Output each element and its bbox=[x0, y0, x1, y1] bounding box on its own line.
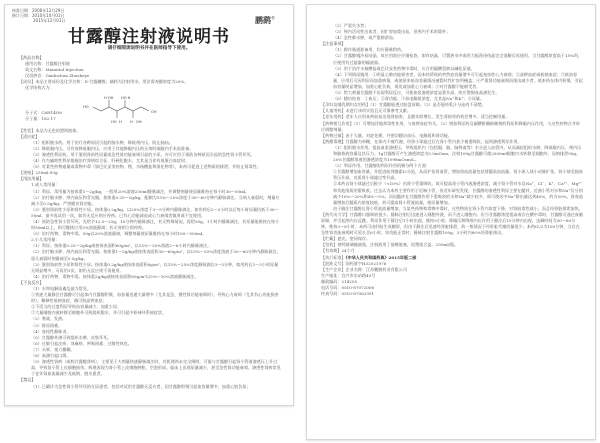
adverse-item: ③大量细胞内液转移至细胞外可致组织脱水，并可引起中枢神经系统症状。 bbox=[31, 310, 167, 316]
adverse-item: （7）头晕、视力模糊。 bbox=[31, 346, 75, 352]
section-indications-heading: 【适应症】 bbox=[19, 133, 40, 139]
pharmacology-intro: 甘露醇为单糖，在体内不被代谢，经肾小球滤过后在肾小管内甚少被重吸收，起到渗透利尿作用。 bbox=[345, 138, 522, 144]
precaution-item: （5）给大剂量甘露醇不出现利尿反应，可使血浆渗透浓度显著升高，故应警惕血高渗发生。 bbox=[333, 90, 500, 96]
adverse-item: ①快速大量静注甘露醇可引起体内甘露醇积聚，血容量迅速大量增多（尤其是急、慢性肾功能衰竭时），导致心力衰竭（尤其有心功能损害时），稀释性低钠血症，偶可致高钾血症； bbox=[31, 292, 279, 304]
svg-text:H: H bbox=[119, 119, 122, 124]
approval-date-label: 核准日期： bbox=[12, 8, 32, 13]
revision-date-label: 修订日期： bbox=[12, 13, 32, 18]
svg-text:HO: HO bbox=[111, 119, 117, 124]
revision-info bbox=[12, 8, 65, 23]
validity-section: 【有效期】24个月 bbox=[321, 248, 355, 254]
section-name-heading: 【药品名称】 bbox=[19, 55, 44, 60]
adverse-item: （3）排尿困难。 bbox=[31, 322, 63, 328]
manufacturer-label: 【生产企业】 bbox=[321, 266, 346, 272]
packaging-section: 【包装】钠钙玻璃输液瓶，注射液用丁基橡胶塞，铝塑组合盖。250ml/瓶。 bbox=[321, 242, 459, 248]
mannitol-structure-diagram bbox=[75, 93, 195, 127]
approval-number: 【批准文号】国药准字H32021976 bbox=[321, 260, 387, 266]
precaution-item: （4）下列情况慎用：①明显心肺功能损害者，因本药所致的突然血容量增多可引起充血性心力衰竭；②高钾血症或低钠血症；③低血容量，应用后可因利尿而加重病情，或使原来低血容量情况被暂时性扩容所掩盖；④严重肾功能衰竭而排出减少者，使本药在体内积聚，引起血容量明显增加，加重心脏负荷，诱发或加重心力衰竭；⑤对甘露醇不能耐受者。 bbox=[333, 71, 583, 89]
usage-item: （5）治疗药物、毒物中毒。50g以20%溶液静滴，调整剂量使尿量维持在每小时100～500ml。 bbox=[31, 231, 207, 237]
svg-text:H: H bbox=[130, 119, 133, 124]
contraindication-item: （3）颅内活动性出血者，因扩容加重出血，但颅内手术时除外； bbox=[333, 29, 451, 35]
adverse-item: （1）水和电解质紊乱最为常见。 bbox=[31, 286, 91, 291]
usage-item: （2）治疗脑水肿、颅内高压和青光眼。按体重0.25～2g/kg，配制为15%～25%浓度于30～60分钟内静脉滴注。当病人衰弱时，剂量应减小至0.5g/kg。严密随访肾功能。 bbox=[31, 194, 280, 206]
standard-label: 【执行标准】 bbox=[321, 254, 346, 260]
pharmacology-item: （2）利尿作用。甘露醇的利尿作用机制分两个方面： bbox=[333, 163, 430, 169]
approval-date: 2006年12月29日 bbox=[32, 8, 65, 13]
adverse-item: ②不适当的过度利尿导致血容量减少，加重少尿； bbox=[31, 304, 122, 310]
elderly-section: 【老年用药】老年人应用本药较易出现肾损害，且随年龄增长，发生肾损害的机会增多。适当控制用量。 bbox=[321, 114, 510, 120]
usage-child-heading: 2.小儿常用量： bbox=[31, 237, 60, 243]
usage-item: （1）利尿。按体重0.25～2g/kg或按体表面积60g/m²，以15%～20%溶液2～6小时内静脉滴注。 bbox=[31, 243, 212, 249]
chemical-structure bbox=[19, 92, 281, 128]
usage-item: （3）鉴别肾前性少尿和肾性少尿。按体重0.2g/kg，以20%浓度于3～5分钟内静脉滴注，如用药后2～3小时以后每小时尿量仍低于30～50ml，最多再试用一次，如仍无反应则应停药。已有心功能减退或心力衰竭者慎用或不宜使用。 bbox=[31, 206, 279, 218]
revision-date-1: 2010年10月01日 bbox=[32, 13, 65, 18]
indication-item: （4）作为辅助性利尿措施治疗肾病综合征、肝硬化腹水，尤其是当伴有低蛋白血症时。 bbox=[31, 158, 190, 164]
specification: 【规格】250ml:50g bbox=[19, 170, 58, 176]
molecular-formula: 分子式：C6H14O6 bbox=[25, 109, 62, 115]
indication-item: （5）对某些药物逾量或毒物中毒（如巴比妥类药物、锂、水杨酸盐和溴化物等），本药可促进上述物质的排泄，并防止肾毒性。 bbox=[31, 164, 261, 170]
manufacturer-name: 企业名称：江苏鹏鹞药业有限公司 bbox=[345, 266, 407, 272]
usage-item: （2）治疗脑水肿、颅内高压和青光眼。按体重1～2g/kg或按体表面积30～60g/m²，以15%～20%浓度溶液于30～60分钟内静脉滴注。患儿衰弱时剂量减至0.5g/kg。 bbox=[31, 249, 281, 261]
precaution-item: （2）甘露醇遇冷易结晶，故应用前应仔细检查，如有结晶，可置热水中或用力振荡待结晶完全溶解后再使用。当甘露醇浓度高于15%时，应使用有过滤器的输液器。 bbox=[333, 53, 583, 65]
right-body bbox=[321, 23, 583, 297]
storage-section: 【贮藏】遮光、密闭保存。 bbox=[321, 236, 371, 242]
svg-text:OH: OH bbox=[136, 119, 142, 124]
left-body bbox=[19, 55, 281, 390]
brand-name: 鹏鹞 bbox=[255, 16, 271, 25]
common-name: 通用名称：甘露醇注射液 bbox=[25, 61, 71, 67]
contraindication-item: （4）急性肺水肿，或严重肺淤血。 bbox=[333, 35, 398, 41]
pinyin-name: 汉语拼音：Ganluchun Zhusheye bbox=[25, 73, 90, 79]
interactions-section: 【药物相互作用】（1）可增加洋地黄毒性作用，与低钾血症有关。（2）增加利尿药及碳酸酐酶抑制剂的利尿和降眼内压作用，与这些药物合并时应调整剂量。 bbox=[321, 120, 581, 132]
adverse-item: （4）血栓性静脉炎。 bbox=[31, 328, 71, 334]
manufacturer-postcode: 邮政编码：214205 bbox=[321, 278, 358, 284]
adverse-item: （6）过敏引起皮疹、荨麻疹、呼吸困难、过敏性休克。 bbox=[31, 340, 132, 346]
pharmacology-item: ②本药自肾小球滤过后极少（<10%）由肾小管重吸收，故可提高肾小管内液渗透浓度，减少肾小管对水及Na⁺、Cl⁻、K⁺、Ca²⁺、Mg²⁺和其他溶质的重吸收。过去认为本药主要作用于近端小管，但近年研究发现，甘露醇的渗透性利尿主要在髓袢，近曲小管对水和Na⁺仅分别减少10%～20%和4%～5%；而因髓袢在甘露醇作用下重吸收的水和Na⁺减少较多，即可使尿中Na⁺排出量达到40%，约为50%，肾血流量增加后髓质内浓度较低，故可提高肾小管液流量，使尿量增加。 bbox=[333, 181, 583, 205]
manufacturer-fax: 传真号码：0510-87062991 bbox=[321, 291, 375, 297]
usage-item: （3）鉴别肾前性少尿和肾性少尿。按体重0.2g/kg或按体表面积6g/m²，以15%～25%浓度静脉滴注3～5分钟，如用药后2～3小时尿量无明显增多，可再用1次，如仍无反应则不再使用。 bbox=[31, 261, 279, 273]
precaution-item: （1）除作肠道准备用，均应静脉给药。 bbox=[333, 47, 406, 53]
manufacturer-phone: 电话号码：0510-87072006 bbox=[321, 285, 375, 291]
section-adverse-heading: 【不良反应】 bbox=[19, 279, 44, 285]
registered-mark-icon: ® bbox=[271, 15, 275, 21]
insert-page-right bbox=[306, 4, 596, 440]
svg-text:HO: HO bbox=[83, 104, 89, 109]
usage-item: （4）预防急性肾小管坏死。先给予12.5～25g，10分钟内静脉滴注，若无特殊情况，再给50g，1小时内静脉滴注，若尿量能维持在每小时50ml以上，则可继续应用5%溶液静滴；若无效则立即停药。 bbox=[31, 218, 280, 231]
adverse-item: （5）甘露醇外渗可致组织水肿、皮肤坏死。 bbox=[31, 334, 112, 340]
molecular-weight: 分子量：182.17 bbox=[25, 115, 56, 121]
document-subtitle: 请仔细阅读说明书并在医师指导下使用。 bbox=[107, 46, 191, 51]
adverse-item: （2）寒战、发热。 bbox=[31, 316, 67, 322]
indication-item: （3）渗透性利尿药。用于鉴别肾前性因素或急性肾功能衰竭引起的少尿。亦可应用于预防各种原因引起的急性肾小管坏死。 bbox=[31, 151, 255, 157]
section-pharmacology-heading: 【药理毒理】 bbox=[321, 138, 346, 144]
usage-item: （4）治疗药物、毒物中毒。按体重2g/kg或按体表面积60g/m²以5%～10%溶液静脉滴注。 bbox=[31, 273, 199, 279]
document-title: 甘露醇注射液说明书 bbox=[68, 27, 230, 47]
properties: 【性状】本品为无色的澄明液体。 bbox=[19, 127, 81, 133]
pharmacology-item: ①甘露醇增加血容量，并促进前列腺素I2分泌，从而扩张肾血管，增加肾血流量包括肾髓质血流量。肾小球入球小动脉扩张，肾小球毛细血管压升高，皮质肾小球滤过率升高。 bbox=[333, 169, 583, 181]
svg-text:OH: OH bbox=[151, 109, 157, 114]
adverse-item: （9）渗透性肾病（或称甘露醇肾病），主要见于大剂量快速静脉滴注时。其机理尚未完全阐明，可能与甘露醇引起肾小管液渗透压上升过高，导致肾小管上皮细胞损伤。病理表现为肾小管上皮细胞肿胀，空泡形成。临床上出现尿量减少，甚至急性肾功能衰竭。渗透性肾病常见于老年肾血流量减少及低钠、脱水患者。 bbox=[31, 359, 281, 377]
pharmacology-item: 由于输注甘露醇后肾小管液流量增加，当某些药物和毒物中毒时，这些物质在肾小管内浓度下降，对肾脏毒性减小，而且经肾脏排泄加快。 bbox=[333, 205, 583, 211]
svg-text:HO H: HO H bbox=[121, 95, 131, 100]
section-usage-heading: 【用法用量】 bbox=[19, 176, 44, 182]
indication-item: （2）降低眼内压。可有效降低眼内压，应用于其他降眼内压药无效时或眼内手术前准备。 bbox=[31, 145, 194, 151]
overdose-section: 【药物过量】由于大量，对症处理，并密切随访血压、电解质和肾功能。 bbox=[321, 132, 452, 138]
section-precautions-heading: 【注意事项】 bbox=[321, 41, 346, 47]
precaution-item: （6）随访检查：①血压；②肾功能；③血电解质浓度，尤其是Na⁺和K⁺；④尿量。 bbox=[333, 96, 485, 102]
usage-adult-heading: 1.成人常用量： bbox=[31, 182, 60, 188]
standard-value: 《中华人民共和国药典》2015年版二部 bbox=[345, 254, 417, 260]
contraindication-item: （2）严重失水者； bbox=[333, 23, 369, 28]
svg-text:H OH: H OH bbox=[104, 95, 114, 100]
section-contraindications-heading: 【禁忌】 bbox=[19, 377, 36, 383]
manufacturer-address: 生产地址：宜兴市东站路45号 bbox=[321, 272, 376, 278]
children-section: 【儿童用药】未进行该项实验且无可靠参考文献。 bbox=[321, 108, 412, 114]
adverse-item: （8）高渗引起口渴。 bbox=[31, 353, 71, 359]
english-name: 英文名称：Mannitol Injection bbox=[25, 67, 84, 73]
insert-page-left bbox=[4, 4, 294, 406]
pharmacology-item: （1）组织脱水作用。提高血浆渗透压，导致组织内（包括眼、脑、脑脊液等）水分进入血管内，从而减轻组织水肿，降低眼内压、颅内压和脑脊液容量及其压力。1g甘露醇可产生渗透浓度为5.5mOsm，注射100g甘露醇可使2000ml细胞内水转移至细胞外，尿钠排泄50g。20%甘露醇溶液的渗透浓度为1098mOsm/L。 bbox=[333, 144, 582, 163]
revision-date-2: 2015年12月01日 bbox=[33, 18, 66, 23]
indication-item: （1）组织脱水药。用于治疗各种原因引起的脑水肿，降低颅内压，防止脑疝。 bbox=[31, 139, 173, 145]
composition: 【成份】本品主要成份及化学名称：D-甘露糖醇。辅料为注射用水。用法需充醇浓度为20%。 bbox=[19, 79, 189, 85]
usage-item: （1）利尿。常用量为按体重1～2g/kg，一般用20%溶液250ml静脉滴注，并调整剂量使尿量维持在每小时30～50ml。 bbox=[31, 188, 250, 194]
contraindication-item: （1）已确诊为急性肾小管坏死的无尿患者，包括对试用甘露醇无反应者，因甘露醇积聚引起血容量增多，加重心脏负担； bbox=[31, 383, 251, 389]
pharmacokinetics-section: 【药代动力学】甘露醇口服吸收很少。静脉注射后迅速进入细胞外液，而不进入细胞内。但当甘露醇浓度很高或存在酸中毒时，甘露醇可通过血脑屏障，并引起颅内压反跳。利尿作用于静注后1小时出现，维持3小时。降眼压和降颅内压作用于静注后15分钟内出现，达峰时间为30～60分钟，维持3～8小时。本药可由肝脏生成糖原，但由于静注后迅速经肾脏排泄，故一般情况下经肝脏代谢的量很少。本药t1/2为100分钟，当存在急性肾功能衰竭时可延长至6小时。肾功能正常时，静脉注射甘露醇100g，3小时内80%经肾脏排出。 bbox=[321, 211, 583, 236]
structure-label: 化学结构式为： bbox=[25, 85, 54, 91]
pregnancy-section: 【孕妇及哺乳期妇女用药】（1）甘露醇能透过胎盘屏障。（2）是否能经乳汁分泌尚不清楚。 bbox=[321, 102, 486, 108]
precaution-item: （3）用于治疗水杨酸盐或巴比妥类药物中毒时，应合用碳酸氢钠以碱化尿液。 bbox=[333, 65, 475, 71]
